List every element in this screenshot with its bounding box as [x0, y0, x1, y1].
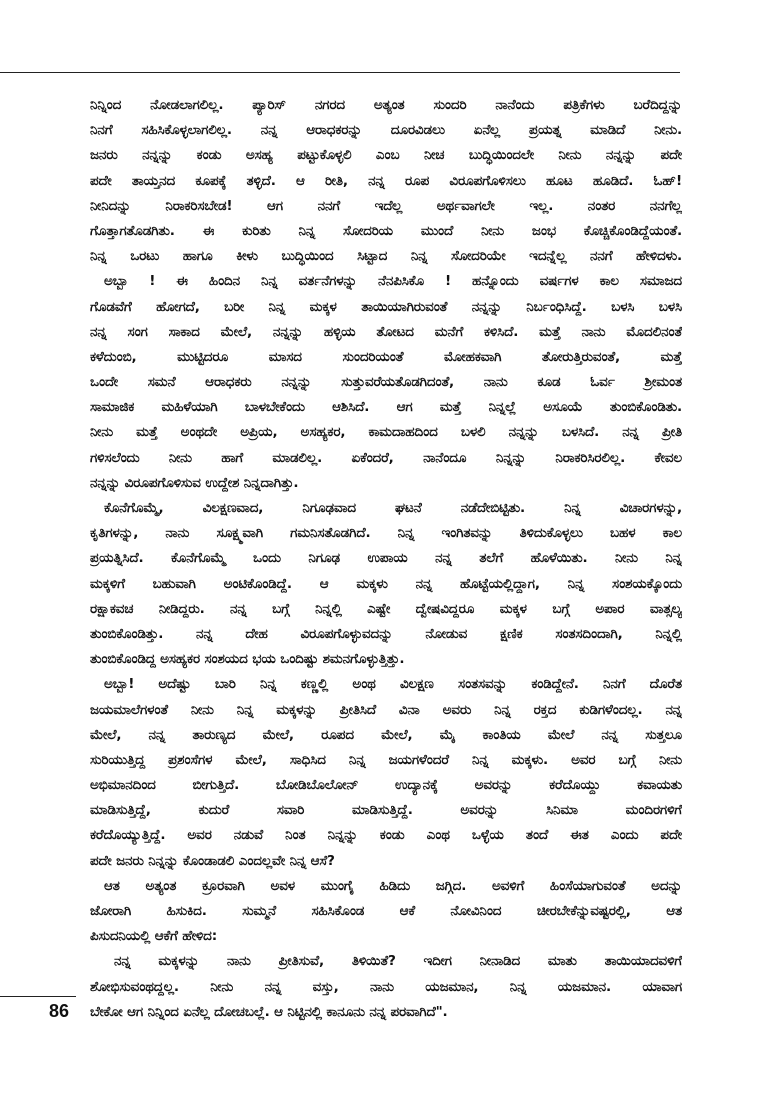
text-line: ಮಾಡಿಸುತ್ತಿದ್ದೆ, ಕುದುರೆ ಸವಾರಿ ಮಾಡಿಸುತ್ತಿದ್ದೆ. ಅವರನ್ನು ಸಿನಿಮಾ ಮಂದಿರಗಳಿಗೆ: [90, 802, 682, 819]
text-line: ತುಂಬಿಕೊಂಡಿತ್ತು. ನನ್ನ ದೇಹ ವಿರೂಪಗೊಳ್ಳುವದನ್ನು ನೋಡುವ ಕ್ಷಣಿಕ ಸಂತಸದಿಂದಾಗಿ, ನಿನ್ನಲ್ಲಿ: [90, 625, 682, 642]
text-line: ನನ್ನ ಸಂಗ ಸಾಕಾದ ಮೇಲೆ, ನನ್ನನ್ನು ಹಳ್ಳಿಯ ತೋಟದ ಮನೆಗೆ ಕಳಿಸಿದೆ. ಮತ್ತೆ ನಾನು ಮೊದಲಿನಂತೆ: [90, 323, 682, 340]
text-line: ಕೊನೆಗೊಮ್ಮೆ, ವಿಲಕ್ಷಣವಾದ, ನಿಗೂಢವಾದ ಘಟನೆ ನಡೆದೇಬಿಟ್ಟಿತು. ನಿನ್ನ ವಿಚಾರಗಳನ್ನು,: [104, 500, 682, 516]
text-line: ಗಳಿಸಲೆಂದು ನೀನು ಹಾಗೆ ಮಾಡಲಿಲ್ಲ. ಏಕೆಂದರೆ, ನಾನೆಂದೂ ನಿನ್ನನ್ನು ನಿರಾಕರಿಸಿರಲಿಲ್ಲ. ಕೇವಲ: [90, 449, 682, 466]
header-rule: [0, 72, 680, 73]
text-line: ಜೋರಾಗಿ ಹಿಸುಕಿದ. ಸುಮ್ಮನೆ ಸಹಿಸಿಕೊಂಡ ಆಕೆ ನೋವಿನಿಂದ ಚೀರಬೇಕೆನ್ನುವಷ್ಟರಲ್ಲಿ, ಆತ: [90, 903, 682, 919]
text-line: ಸುರಿಯುತ್ತಿದ್ದ ಪ್ರಶಂಸೆಗಳ ಮೇಲೆ, ಸಾಧಿಸಿದ ನಿನ್ನ ಜಯಗಳೆಂದರೆ ನಿನ್ನ ಮಕ್ಕಳು. ಅವರ ಬಗ್ಗೆ ನೀನು: [90, 751, 682, 768]
text-line: ನೀನಿದನ್ನು ನಿರಾಕರಿಸಬೇಡ! ಆಗ ನನಗೆ ಇದೆಲ್ಲ ಅರ್ಥವಾಗಲೇ ಇಲ್ಲ. ನಂತರ ನನಗೆಲ್ಲ: [90, 197, 682, 214]
text-line: ಜನರು ನನ್ನನ್ನು ಕಂಡು ಅಸಹ್ಯ ಪಟ್ಟುಕೊಳ್ಳಲಿ ಎಂಬ ನೀಚ ಬುದ್ಧಿಯಿಂದಲೇ ನೀನು ನನ್ನನ್ನು ಪದೇ: [90, 147, 682, 164]
text-line: ಒಂದೇ ಸಮನೆ ಆರಾಧಕರು ನನ್ನನ್ನು ಸುತ್ತುವರೆಯತೊಡಗಿದಂತೆ, ನಾನು ಕೂಡ ಓರ್ವ ಶ್ರೀಮಂತ: [90, 374, 682, 391]
text-line: ಪ್ರಯತ್ನಿಸಿದೆ. ಕೊನೆಗೊಮ್ಮೆ ಒಂದು ನಿಗೂಢ ಉಪಾಯ ನನ್ನ ತಲೆಗೆ ಹೊಳೆಯಿತು. ನೀನು ನಿನ್ನ: [90, 550, 682, 567]
text-line: ಗೊತ್ತಾಗತೊಡಗಿತು. ಈ ಕುರಿತು ನಿನ್ನ ಸೋದರಿಯ ಮುಂದೆ ನೀನು ಜಂಭ ಕೊಚ್ಚಿಕೊಂಡಿದ್ದೆಯಂತೆ.: [90, 222, 682, 239]
text-line: ಶೋಭಿಸುವಂಥದ್ದಲ್ಲ. ನೀನು ನನ್ನ ವಸ್ತು, ನಾನು ಯಜಮಾನ, ನಿನ್ನ ಯಜಮಾನ. ಯಾವಾಗ: [90, 978, 682, 995]
footer-rule: [0, 996, 76, 997]
text-line: ನಿನ್ನ ಒರಟು ಹಾಗೂ ಕೀಳು ಬುದ್ಧಿಯಿಂದ ಸಿಟ್ಟಾದ ನಿನ್ನ ಸೋದರಿಯೇ ಇದನ್ನೆಲ್ಲ ನನಗೆ ಹೇಳಿದಳು.: [90, 248, 682, 265]
text-line: ಕಳೆದುಂಬಿ, ಮುಟ್ಟಿದರೂ ಮಾಸದ ಸುಂದರಿಯಂತೆ ಮೋಹಕವಾಗಿ ತೋರುತ್ತಿರುವಂತೆ, ಮತ್ತೆ: [90, 348, 682, 365]
text-line: ಜಯಮಾಲೆಗಳಂತೆ ನೀನು ನಿನ್ನ ಮಕ್ಕಳನ್ನು ಪ್ರೀತಿಸಿದೆ ವಿನಾ ಅವರು ನಿನ್ನ ರಕ್ತದ ಕುಡಿಗಳೆಂದಲ್ಲ. ನನ್ನ: [90, 701, 682, 718]
text-line: ನಿನ್ನಿಂದ ನೋಡಲಾಗಲಿಲ್ಲ. ಪ್ಯಾರಿಸ್ ನಗರದ ಅತ್ಯಂತ ಸುಂದರಿ ನಾನೆಂದು ಪತ್ರಿಕೆಗಳು ಬರೆದಿದ್ದನ್ನು: [90, 97, 682, 113]
body-text: [90, 93, 682, 1025]
text-line: ಕೃತಿಗಳನ್ನು, ನಾನು ಸೂಕ್ಷ್ಮವಾಗಿ ಗಮನಿಸತೊಡಗಿದೆ. ನಿನ್ನ ಇಂಗಿತವನ್ನು ತಿಳಿದುಕೊಳ್ಳಲು ಬಹಳ ಕಾಲ: [90, 525, 682, 542]
text-line: ನನ್ನನ್ನು ವಿರೂಪಗೊಳಿಸುವ ಉದ್ದೇಶ ನಿನ್ನದಾಗಿತ್ತು.: [90, 474, 299, 491]
text-line: ಅಬ್ಬಾ ! ಈ ಹಿಂದಿನ ನಿನ್ನ ವರ್ತನೆಗಳನ್ನು ನೆನಪಿಸಿಕೊ ! ಹನ್ನೊಂದು ವರ್ಷಗಳ ಕಾಲ ಸಮಾಜದ: [104, 273, 682, 290]
text-line: ಅಬ್ಬಾ! ಅದೆಷ್ಟು ಬಾರಿ ನಿನ್ನ ಕಣ್ಣಲ್ಲಿ ಅಂಥ ವಿಲಕ್ಷಣ ಸಂತಸವನ್ನು ಕಂಡಿದ್ದೇನೆ. ನಿನಗೆ ದೊರೆತ: [104, 676, 682, 693]
page-number: 86: [49, 1001, 70, 1021]
text-line: ನನ್ನ ಮಕ್ಕಳನ್ನು ನಾನು ಪ್ರೀತಿಸುವೆ, ತಿಳಿಯಿತೆ? ಇದೀಗ ನೀನಾಡಿದ ಮಾತು ತಾಯಿಯಾದವಳಿಗೆ: [114, 953, 682, 970]
text-line: ಪದೇ ತಾಯ್ತನದ ಕೂಪಕ್ಕೆ ತಳ್ಳಿದೆ. ಆ ರೀತಿ, ನನ್ನ ರೂಪ ವಿರೂಪಗೊಳಿಸಲು ಹೂಟ ಹೂಡಿದೆ. ಓಹ್!: [90, 172, 682, 189]
text-line: ನೀನು ಮತ್ತೆ ಅಂಥದೇ ಅಪ್ರಿಯ, ಅಸಹ್ಯಕರ, ಕಾಮದಾಹದಿಂದ ಬಳಲಿ ನನ್ನನ್ನು ಬಳಸಿದೆ. ನನ್ನ ಪ್ರೀತಿ: [90, 424, 682, 441]
text-line: ಸಾಮಾಜಿಕ ಮಹಿಳೆಯಾಗಿ ಬಾಳಬೇಕೆಂದು ಆಶಿಸಿದೆ. ಆಗ ಮತ್ತೆ ನಿನ್ನಲ್ಲೆ ಅಸೂಯೆ ತುಂಬಿಕೊಂಡಿತು.: [90, 399, 682, 416]
text-line: ಆತ ಅತ್ಯಂತ ಕ್ರೂರವಾಗಿ ಅವಳ ಮುಂಗೈ ಹಿಡಿದು ಜಗ್ಗಿದ. ಅವಳಿಗೆ ಹಿಂಸೆಯಾಗುವಂತೆ ಅದನ್ನು: [104, 877, 682, 894]
text-line: ಪಿಸುದನಿಯಲ್ಲಿ ಆಕೆಗೆ ಹೇಳಿದ:: [90, 928, 217, 945]
text-line: ಪದೇ ಜನರು ನಿನ್ನನ್ನು ಕೊಂಡಾಡಲಿ ಎಂದಲ್ಲವೇ ನಿನ್ನ ಆಸೆ?: [90, 852, 335, 869]
text-line: ಬೇಕೋ ಆಗ ನಿನ್ನಿಂದ ಏನೆಲ್ಲ ದೋಚಬಲ್ಲೆ. ಆ ನಿಟ್ಟಿನಲ್ಲಿ ಕಾನೂನು ನನ್ನ ಪರವಾಗಿದೆ".: [90, 1003, 448, 1020]
text-line: ಗೊಡವೆಗೆ ಹೋಗದೆ, ಬರೀ ನಿನ್ನ ಮಕ್ಕಳ ತಾಯಿಯಾಗಿರುವಂತೆ ನನ್ನನ್ನು ನಿರ್ಬಂಧಿಸಿದ್ದೆ. ಬಳಸಿ ಬಳಸಿ: [90, 298, 682, 315]
text-line: ಕರೆದೊಯ್ಯುತ್ತಿದ್ದೆ. ಅವರ ನಡುವೆ ನಿಂತ ನಿನ್ನನ್ನು ಕಂಡು ಎಂಥ ಒಳ್ಳೆಯ ತಂದೆ ಈತ ಎಂದು ಪದೇ: [90, 827, 682, 844]
text-line: ಮೇಲೆ, ನನ್ನ ತಾರುಣ್ಯದ ಮೇಲೆ, ರೂಪದ ಮೇಲೆ, ಮೈ ಕಾಂತಿಯ ಮೇಲೆ ನನ್ನ ಸುತ್ತಲೂ: [90, 726, 682, 743]
text-line: ನಿನಗೆ ಸಹಿಸಿಕೊಳ್ಳಲಾಗಲಿಲ್ಲ. ನನ್ನ ಆರಾಧಕರನ್ನು ದೂರವಿಡಲು ಏನೆಲ್ಲ ಪ್ರಯತ್ನ ಮಾಡಿದೆ ನೀನು.: [90, 122, 682, 139]
text-line: ಅಭಿಮಾನದಿಂದ ಬೀಗುತ್ತಿದೆ. ಬೋಡಿಬೊಲೋನ್ ಉದ್ಯಾನಕ್ಕೆ ಅವರನ್ನು ಕರೆದೊಯ್ದು ಕವಾಯತು: [90, 777, 682, 794]
text-line: ತುಂಬಿಕೊಂಡಿದ್ದ ಅಸಹ್ಯಕರ ಸಂಶಯದ ಭಯ ಒಂದಿಷ್ಟು ಶಮನಗೊಳ್ಳುತ್ತಿತ್ತು.: [90, 651, 405, 668]
text-line: ಮಕ್ಕಳಿಗೆ ಬಹುವಾಗಿ ಅಂಟಿಕೊಂಡಿದ್ದೆ. ಆ ಮಕ್ಕಳು ನನ್ನ ಹೊಟ್ಟೆಯಲ್ಲಿದ್ದಾಗ, ನಿನ್ನ ಸಂಶಯಕ್ಕೊಂದು: [90, 575, 682, 592]
text-line: ರಕ್ಷಾಕವಚ ನೀಡಿದ್ದರು. ನನ್ನ ಬಗ್ಗೆ ನಿನ್ನಲ್ಲಿ ಎಷ್ಟೇ ದ್ವೇಷವಿದ್ದರೂ ಮಕ್ಕಳ ಬಗ್ಗೆ ಅಪಾರ ವಾತ್ಸಲ್ಯ: [90, 600, 682, 617]
